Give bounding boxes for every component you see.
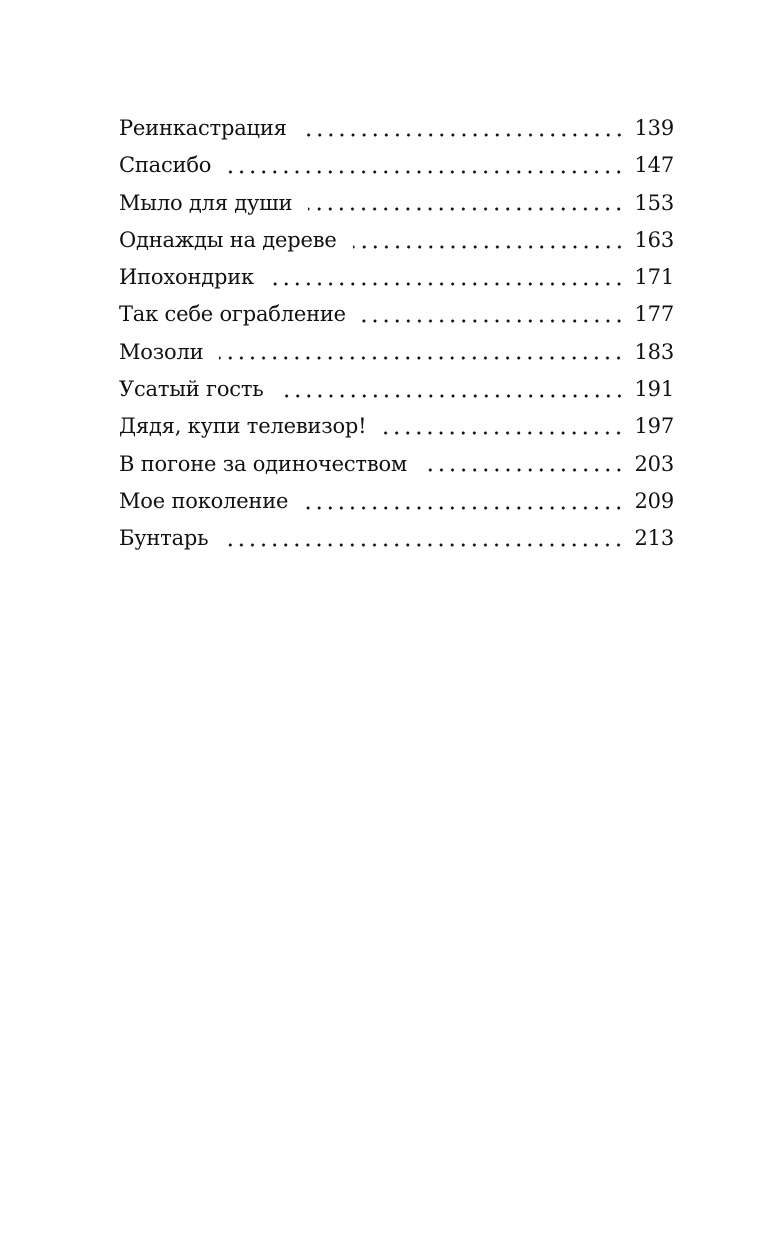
dot-leader <box>304 506 624 510</box>
toc-entry-page-number: 177 <box>634 302 674 327</box>
toc-entry <box>119 483 674 520</box>
dot-leader <box>353 245 625 249</box>
dot-leader <box>219 356 624 360</box>
toc-entry-title: Дядя, купи телевизор! <box>119 414 367 439</box>
toc-entry <box>119 259 674 296</box>
dot-leader <box>382 431 624 435</box>
toc-entry-title: В погоне за одиночеством <box>119 451 408 476</box>
toc-entry-page-number: 213 <box>634 526 674 551</box>
toc-entry <box>119 446 674 483</box>
dot-leader <box>270 282 625 286</box>
dot-leader <box>308 207 624 211</box>
toc-entry-page-number: 191 <box>634 377 674 402</box>
toc-entry-title: Мое поколение <box>119 488 289 513</box>
toc-entry-page-number: 147 <box>634 153 674 178</box>
dot-leader <box>280 394 625 398</box>
toc-entry-page-number: 139 <box>634 116 674 140</box>
toc-entry <box>119 296 674 333</box>
dot-leader <box>224 543 624 547</box>
toc-entry-title: Мыло для души <box>119 190 293 215</box>
toc-entry-page-number: 203 <box>634 451 674 476</box>
dot-leader <box>227 170 624 174</box>
toc-entry-title: Усатый гость <box>119 377 264 402</box>
toc-entry-page-number: 197 <box>634 414 674 439</box>
toc-entry-page-number: 183 <box>634 339 674 364</box>
toc-entry <box>119 520 674 557</box>
toc-entry <box>119 222 674 259</box>
dot-leader <box>423 468 624 472</box>
table-of-contents <box>119 110 674 558</box>
toc-entry-page-number: 209 <box>634 488 674 513</box>
toc-entry-title: Мозоли <box>119 339 204 364</box>
toc-entry-title: Так себе ограбление <box>119 302 346 327</box>
toc-entry <box>119 110 674 147</box>
toc-entry <box>119 371 674 408</box>
toc-entry-page-number: 163 <box>634 227 674 252</box>
toc-entry-title: Ипохондрик <box>119 265 254 290</box>
dot-leader <box>303 133 625 137</box>
toc-entry-title: Спасибо <box>119 153 212 178</box>
toc-entry-page-number: 171 <box>634 265 674 290</box>
toc-entry <box>119 147 674 184</box>
toc-entry <box>119 334 674 371</box>
dot-leader <box>362 319 625 323</box>
toc-entry <box>119 185 674 222</box>
toc-entry-title: Однажды на дереве <box>119 227 337 252</box>
toc-entry-page-number: 153 <box>634 190 674 215</box>
toc-entry-title: Бунтарь <box>119 526 209 551</box>
toc-entry-title: Реинкастрация <box>119 116 287 140</box>
toc-entry <box>119 408 674 445</box>
